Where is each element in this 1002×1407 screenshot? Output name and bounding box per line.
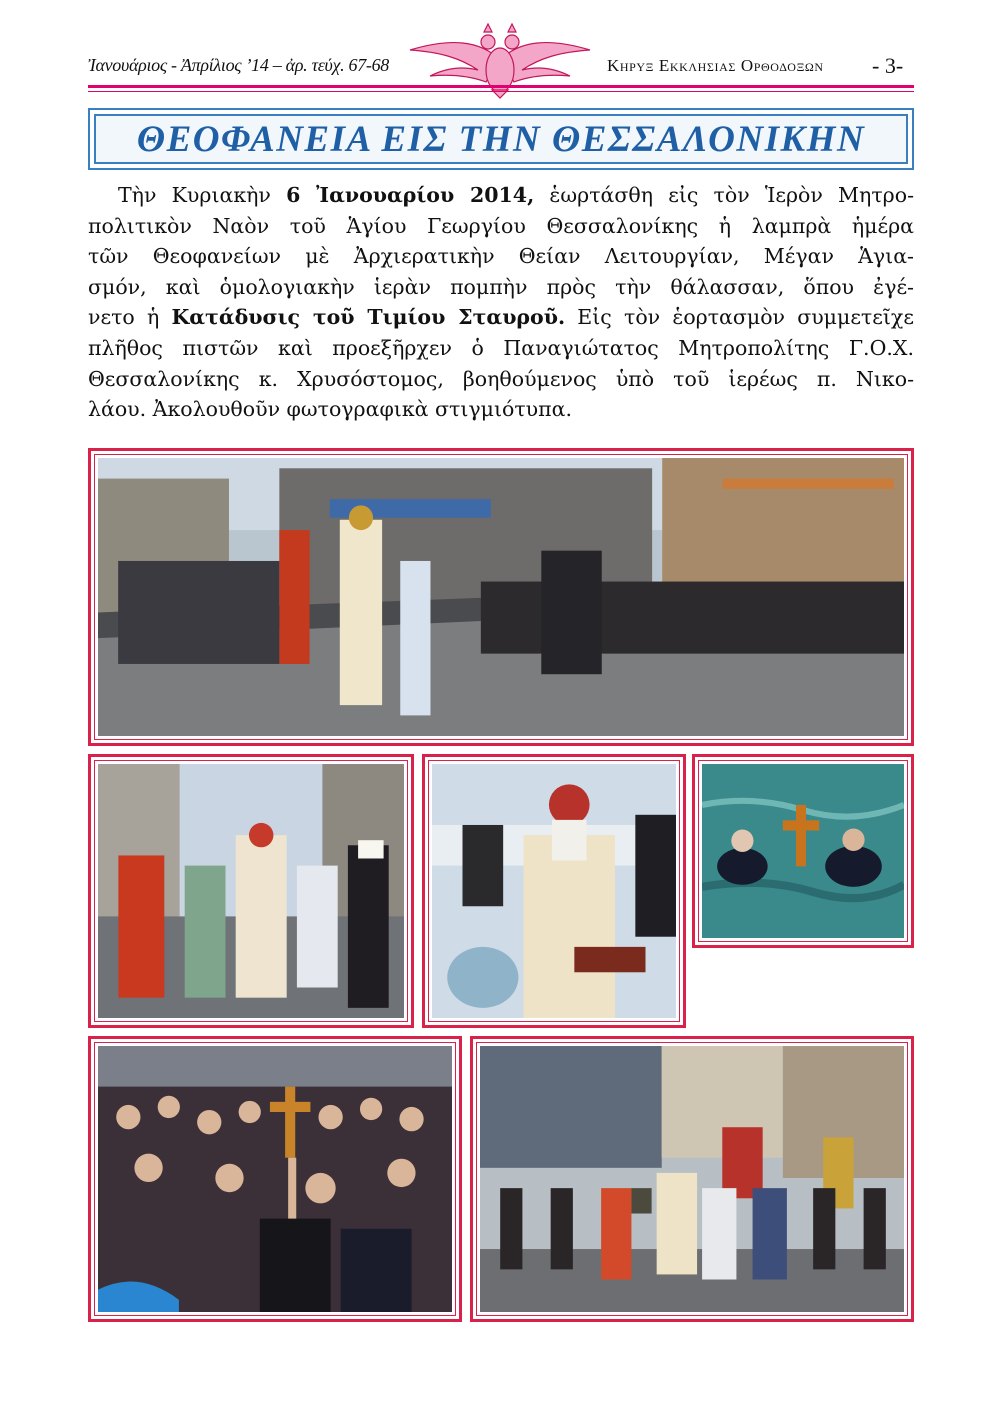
header-rule-thin bbox=[88, 91, 914, 92]
swimmers-cross-image bbox=[702, 764, 904, 938]
crowd-cross-image bbox=[98, 1046, 452, 1312]
metropolitan-blessing-image bbox=[432, 764, 676, 1018]
photo-metropolitan-blessing bbox=[422, 754, 686, 1028]
article-event-bold: Κατάδυσις τοῦ Τιμίου Σταυροῦ. bbox=[171, 305, 566, 330]
page-number: - 3- bbox=[872, 53, 904, 78]
photo-crowd-cross-raised bbox=[88, 1036, 462, 1322]
photo-clergy-walking bbox=[88, 754, 414, 1028]
clergy-walking-image bbox=[98, 764, 404, 1018]
double-headed-eagle-icon bbox=[400, 20, 600, 100]
header-rule-thick bbox=[88, 85, 914, 88]
article-text: ἑωρτάσθη εἰς τὸν Ἱερὸν Μητρο- bbox=[534, 183, 914, 207]
article-line bbox=[88, 302, 914, 333]
article-title-inner bbox=[94, 114, 908, 164]
issue-date-header: Ἰανουάριος - Ἀπρίλιος ’14 – ἀρ. τεύχ. 67-68 bbox=[88, 55, 389, 75]
photo-swimmers-cross bbox=[692, 754, 914, 948]
article-line: πολιτικὸν Ναὸν τοῦ Ἁγίου Γεωργίου Θεσσαλονίκης ἡ λαμπρὰ ἡμέρα bbox=[88, 213, 914, 238]
article-title-box bbox=[88, 108, 914, 170]
article-line: λάου. Ἀκολουθοῦν φωτογραφικὰ στιγμιότυπα. bbox=[88, 397, 572, 422]
article-line: σμόν, καὶ ὁμολογιακὴν ἱερὰν πομπὴν πρὸς τὴν θάλασσαν, ὅπου ἐγέ- bbox=[88, 274, 914, 299]
photo-procession-street bbox=[88, 448, 914, 746]
group-portrait-image bbox=[480, 1046, 904, 1312]
article-date-bold: 6 Ἰανουαρίου 2014, bbox=[286, 183, 535, 207]
article-line: Θεσσαλονίκης κ. Χρυσόστομος, βοηθούμενος ὑπὸ τοῦ ἱερέως π. Νικο- bbox=[88, 366, 914, 391]
article-body bbox=[88, 180, 914, 425]
article-text: νετο ἡ bbox=[88, 305, 172, 330]
procession-street-image bbox=[98, 458, 904, 736]
article-line bbox=[88, 180, 914, 211]
article-line: πλῆθος πιστῶν καὶ προεξῆρχεν ὁ Παναγιώτατος Μητροπολίτης Γ.Ο.Χ. bbox=[88, 335, 914, 360]
article-text: Εἰς τὸν ἑορτασμὸν συμμετεῖχε bbox=[565, 305, 914, 330]
article-title: ΘΕΟΦΑΝΕΙΑ ΕΙΣ ΤΗΝ ΘΕΣΣΑΛΟΝΙΚΗΝ bbox=[136, 118, 866, 160]
photo-group-portrait bbox=[470, 1036, 914, 1322]
article-line: τῶν Θεοφανείων μὲ Ἀρχιερατικὴν Θείαν Λειτουργίαν, Μέγαν Ἁγια- bbox=[88, 244, 914, 269]
publication-name-header: Κηρυξ Εκκλησιας Ορθοδοξων bbox=[607, 56, 824, 75]
article-text: Τὴν Κυριακὴν bbox=[118, 183, 287, 207]
